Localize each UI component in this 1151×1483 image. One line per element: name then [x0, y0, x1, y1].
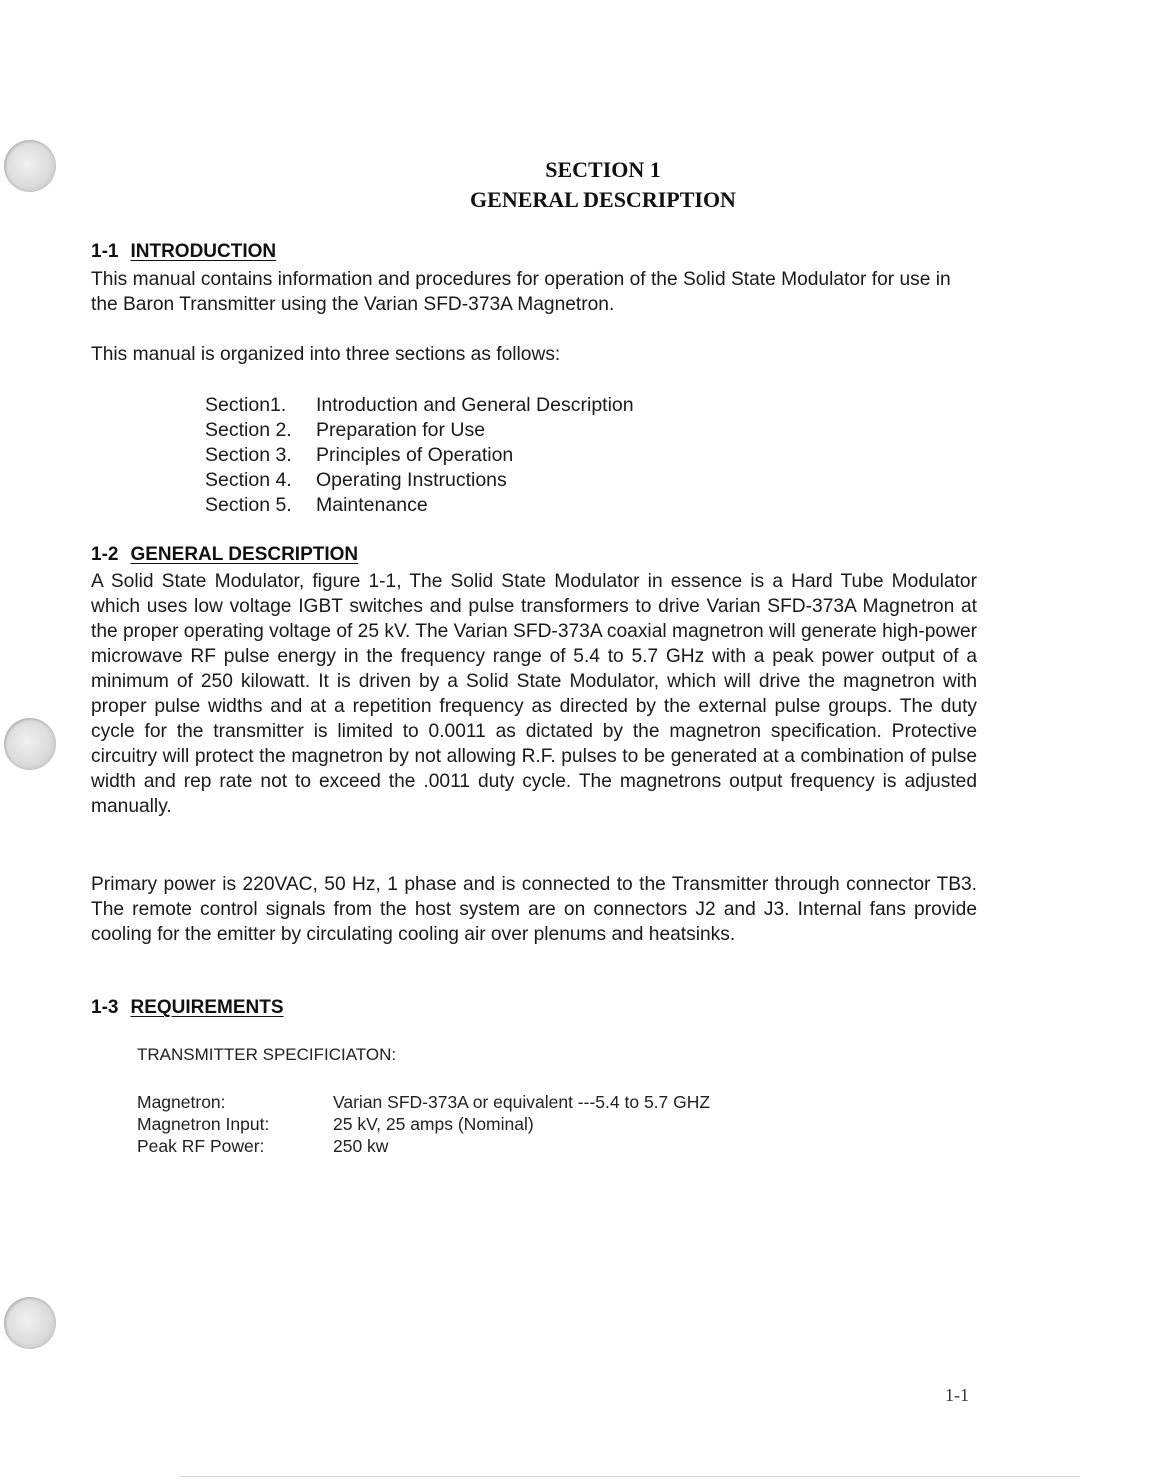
general-heading — [91, 543, 358, 567]
punch-hole-bottom — [4, 1297, 56, 1349]
spec-value: Varian SFD-373A or equivalent ---5.4 to 5.7 GHZ — [333, 1092, 711, 1112]
general-heading-number: 1-2 — [91, 544, 119, 565]
list-item — [205, 443, 634, 468]
list-item-label: Section 4. — [205, 469, 292, 491]
list-item-title: Preparation for Use — [316, 419, 486, 441]
list-item-title: Maintenance — [316, 494, 428, 516]
spec-key: Peak RF Power: — [137, 1136, 265, 1156]
table-row — [137, 1113, 710, 1135]
intro-heading — [91, 240, 276, 264]
list-item-label: Section1. — [205, 394, 287, 416]
organization-paragraph: This manual is organized into three sections as follows: — [91, 344, 561, 365]
list-item-label: Section 2. — [205, 419, 292, 441]
section-title: SECTION 1 — [545, 157, 661, 182]
spec-title: TRANSMITTER SPECIFICIATON: — [137, 1045, 397, 1064]
table-row — [137, 1091, 710, 1113]
section-title-block — [0, 155, 1151, 215]
spec-key: Magnetron: — [137, 1092, 226, 1112]
intro-heading-number: 1-1 — [91, 241, 119, 262]
scan-edge-line — [180, 1476, 1080, 1477]
spec-key: Magnetron Input: — [137, 1114, 270, 1134]
intro-heading-text: INTRODUCTION — [130, 241, 277, 262]
list-item — [205, 468, 634, 493]
spec-table — [137, 1091, 710, 1157]
spec-value: 250 kw — [333, 1136, 389, 1156]
list-item-label: Section 3. — [205, 444, 292, 466]
punch-hole-middle — [4, 718, 56, 770]
spec-value: 25 kV, 25 amps (Nominal) — [333, 1114, 534, 1134]
sections-list — [205, 393, 634, 518]
page-number: 1-1 — [945, 1385, 969, 1405]
intro-paragraph: This manual contains information and procedures for operation of the Solid State Modulator for use in the Baron Transmitter using the Varian SFD-373A Magnetron. — [91, 269, 951, 315]
requirements-heading-number: 1-3 — [91, 997, 119, 1018]
list-item — [205, 418, 634, 443]
list-item — [205, 393, 634, 418]
table-row — [137, 1135, 710, 1157]
list-item-title: Principles of Operation — [316, 444, 514, 466]
requirements-heading-text: REQUIREMENTS — [130, 997, 284, 1018]
list-item — [205, 493, 634, 518]
general-paragraph-2: Primary power is 220VAC, 50 Hz, 1 phase and is connected to the Transmitter through connector TB3. The remote control signals from the host system are on connectors J2 and J3. Internal fans provide cooling for the emitter by circulating cooling air over plenums and heatsinks. — [91, 874, 977, 945]
general-heading-text: GENERAL DESCRIPTION — [130, 544, 359, 565]
list-item-title: Operating Instructions — [316, 469, 507, 491]
section-subtitle: GENERAL DESCRIPTION — [470, 187, 736, 212]
list-item-title: Introduction and General Description — [316, 394, 634, 416]
requirements-heading — [91, 996, 284, 1020]
list-item-label: Section 5. — [205, 494, 292, 516]
general-paragraph-1: A Solid State Modulator, figure 1-1, The Solid State Modulator in essence is a Hard Tube Modulator which uses low voltage IGBT switches and pulse transformers to drive Varian SFD-373A Magnetron at the proper operating voltage of 25 kV. The Varian SFD-373A coaxial magnetron will generate high-power microwave RF pulse energy in the frequency range of 5.4 to 5.7 GHz with a peak power output of a minimum of 250 kilowatt. It is driven by a Solid State Modulator, which will drive the magnetron with proper pulse widths and at a repetition frequency as directed by the external pulse groups. The duty cycle for the transmitter is limited to 0.0011 as dictated by the magnetron specification. Protective circuitry will protect the magnetron by not allowing R.F. pulses to be generated at a combination of pulse width and rep rate not to exceed the .0011 duty cycle. The magnetrons output frequency is adjusted manually. — [91, 571, 978, 817]
